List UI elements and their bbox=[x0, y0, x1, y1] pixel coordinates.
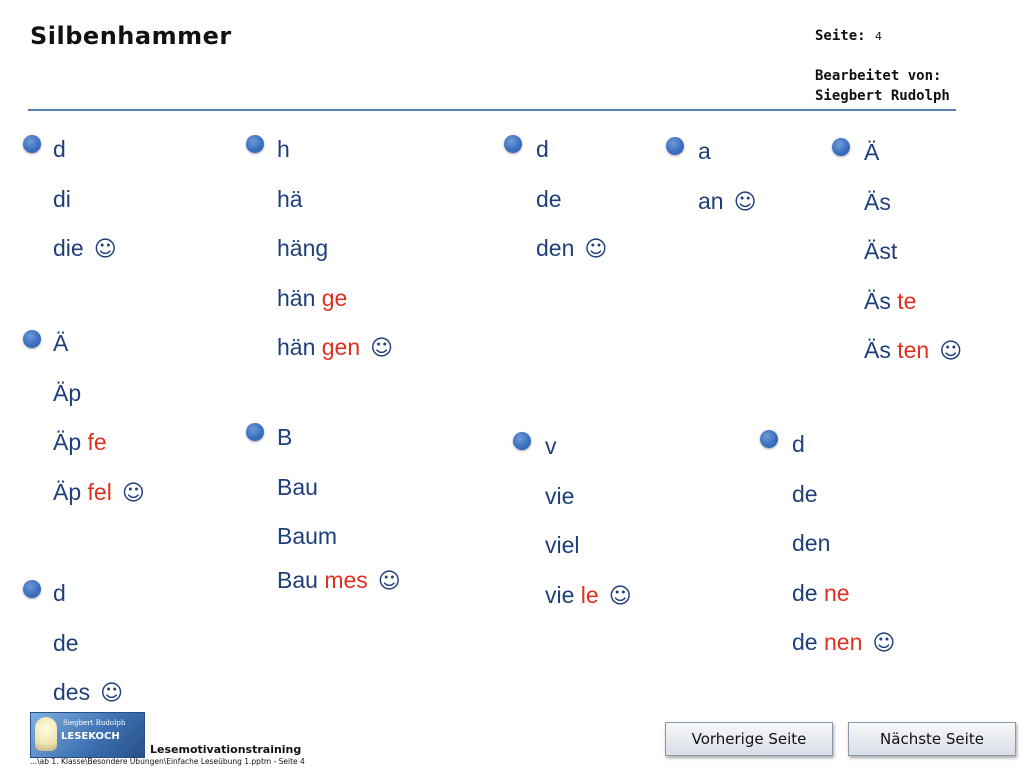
footer-label: Lesemotivationstraining bbox=[150, 743, 302, 756]
syllable-base: Bau bbox=[277, 566, 318, 593]
syllable-line: hä bbox=[277, 185, 303, 212]
lesekoch-logo bbox=[30, 712, 145, 758]
syllable-highlight: mes bbox=[324, 566, 368, 593]
syllable-line bbox=[53, 668, 123, 718]
syllable-line: Äp bbox=[53, 379, 82, 406]
syllable-highlight: le bbox=[580, 581, 599, 608]
syllable-line: a bbox=[698, 138, 711, 164]
syllable-line: h bbox=[277, 136, 290, 162]
syllable-highlight: nen bbox=[823, 629, 863, 655]
word-text: an bbox=[698, 187, 724, 214]
syllable-line: d bbox=[536, 136, 549, 162]
syllable-line: di bbox=[53, 185, 71, 212]
syllable-line bbox=[698, 177, 757, 227]
next-page-button[interactable]: Nächste Seite bbox=[848, 722, 1016, 756]
syllable-base: de bbox=[792, 579, 818, 606]
edited-by-label: Bearbeitet von: bbox=[815, 68, 942, 84]
bullet-icon bbox=[23, 580, 41, 598]
bullet-icon bbox=[23, 135, 41, 153]
syllable-line: viel bbox=[545, 532, 580, 558]
syllable-line: de bbox=[53, 629, 79, 656]
bullet-icon bbox=[832, 138, 850, 156]
author-name: Siegbert Rudolph bbox=[815, 88, 950, 104]
syllable-base: hän bbox=[277, 334, 316, 360]
syllable-group-6 bbox=[536, 125, 607, 274]
smiley-icon: ☺ bbox=[370, 336, 394, 361]
bullet-icon bbox=[246, 423, 264, 441]
syllable-group-10 bbox=[792, 420, 895, 668]
syllable-group-4 bbox=[277, 125, 393, 373]
smiley-icon: ☺ bbox=[93, 237, 117, 262]
smiley-icon: ☺ bbox=[872, 631, 896, 656]
logo-brand: LESEKOCH bbox=[61, 731, 120, 742]
syllable-line bbox=[545, 571, 632, 621]
syllable-highlight: ten bbox=[897, 337, 930, 363]
syllable-line: de bbox=[792, 480, 818, 507]
bullet-icon bbox=[23, 330, 41, 348]
header-divider bbox=[28, 109, 956, 111]
syllable-base: vie bbox=[545, 581, 575, 608]
syllable-line bbox=[792, 618, 895, 668]
footer-file-path: ...\ab 1. Klasse\Besondere Übungen\Einfache Leseübung 1.pptm - Seite 4 bbox=[30, 757, 305, 766]
syllable-group-8 bbox=[864, 128, 962, 376]
word-text: die bbox=[53, 235, 84, 261]
syllable-highlight: fel bbox=[87, 478, 112, 505]
previous-page-button[interactable]: Vorherige Seite bbox=[665, 722, 833, 756]
syllable-highlight: ne bbox=[823, 579, 850, 606]
syllable-line: Äs bbox=[864, 188, 891, 215]
smiley-icon: ☺ bbox=[608, 583, 632, 609]
syllable-highlight: ge bbox=[321, 284, 348, 311]
syllable-line bbox=[53, 468, 145, 518]
page-label: Seite: bbox=[815, 28, 866, 44]
lightbulb-icon bbox=[35, 717, 57, 751]
logo-author: Siegbert Rudolph bbox=[63, 719, 126, 727]
syllable-group-3 bbox=[53, 569, 123, 718]
syllable-highlight: gen bbox=[321, 334, 361, 360]
syllable-line bbox=[864, 277, 962, 327]
smiley-icon: ☺ bbox=[584, 237, 608, 262]
syllable-line bbox=[792, 569, 895, 619]
syllable-line: d bbox=[53, 136, 66, 162]
smiley-icon: ☺ bbox=[733, 189, 757, 215]
syllable-group-2 bbox=[53, 319, 145, 517]
syllable-base: Äp bbox=[53, 429, 82, 455]
syllable-base: Äp bbox=[53, 478, 82, 505]
syllable-group-5 bbox=[277, 413, 401, 605]
syllable-line bbox=[536, 224, 607, 274]
syllable-line: Baum bbox=[277, 523, 338, 549]
syllable-highlight: te bbox=[897, 287, 917, 314]
syllable-line bbox=[277, 556, 401, 606]
syllable-line bbox=[53, 224, 117, 274]
page-number: 4 bbox=[875, 30, 882, 43]
bullet-icon bbox=[504, 135, 522, 153]
syllable-line: v bbox=[545, 433, 557, 459]
syllable-line: B bbox=[277, 424, 293, 450]
bullet-icon bbox=[246, 135, 264, 153]
syllable-base: hän bbox=[277, 284, 316, 311]
syllable-line: de bbox=[536, 185, 562, 212]
bullet-icon bbox=[513, 432, 531, 450]
syllable-line: vie bbox=[545, 482, 575, 509]
page-title: Silbenhammer bbox=[30, 22, 232, 50]
syllable-line: Ä bbox=[864, 139, 880, 165]
smiley-icon: ☺ bbox=[377, 568, 401, 594]
syllable-base: Äs bbox=[864, 287, 891, 314]
syllable-line bbox=[53, 418, 145, 468]
syllable-highlight: fe bbox=[87, 429, 107, 455]
syllable-line: d bbox=[792, 431, 805, 457]
syllable-group-1 bbox=[53, 125, 117, 274]
syllable-group-9 bbox=[545, 422, 632, 620]
bullet-icon bbox=[760, 430, 778, 448]
syllable-line: d bbox=[53, 580, 66, 606]
syllable-line bbox=[277, 323, 393, 373]
smiley-icon: ☺ bbox=[121, 480, 145, 506]
syllable-line: häng bbox=[277, 235, 329, 261]
smiley-icon: ☺ bbox=[100, 681, 124, 706]
syllable-line bbox=[277, 274, 393, 324]
word-text: den bbox=[536, 235, 575, 261]
syllable-base: Äs bbox=[864, 337, 891, 363]
syllable-line: den bbox=[792, 530, 831, 556]
syllable-base: de bbox=[792, 629, 818, 655]
bullet-icon bbox=[666, 137, 684, 155]
smiley-icon: ☺ bbox=[939, 339, 963, 364]
syllable-line bbox=[864, 326, 962, 376]
syllable-line: Ä bbox=[53, 330, 69, 356]
syllable-group-7 bbox=[698, 127, 757, 226]
word-text: des bbox=[53, 679, 91, 705]
syllable-line: Äst bbox=[864, 238, 898, 264]
syllable-line: Bau bbox=[277, 473, 318, 500]
